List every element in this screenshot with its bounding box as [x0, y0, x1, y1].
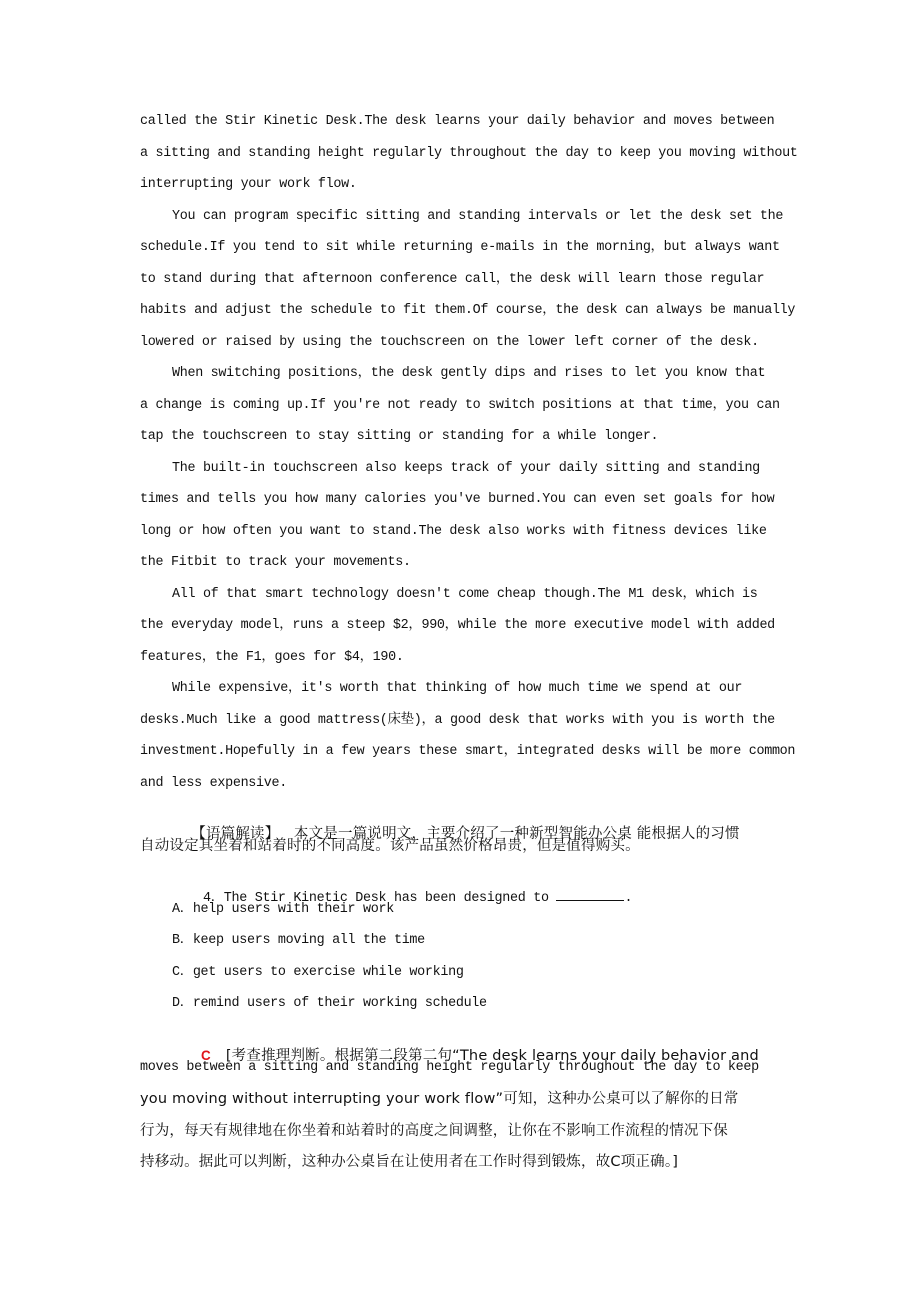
answer-line-3: you moving without interrupting your work flow”可知，这种办公桌可以了解你的日常: [140, 1091, 739, 1107]
passage-line: a change is coming up.If you're not ready to switch positions at that time，you can: [140, 397, 780, 413]
passage-line: the everyday model，runs a steep $2，990，while the more executive model with added: [140, 618, 775, 633]
passage-line: and less expensive.: [140, 775, 287, 791]
passage-line: long or how often you want to stand.The desk also works with fitness devices like: [140, 523, 767, 539]
passage-line: to stand during that afternoon conference call，the desk will learn those regular: [140, 271, 765, 287]
passage-line: You can program specific sitting and standing intervals or let the desk set the: [172, 208, 784, 224]
passage-line: times and tells you how many calories you've burned.You can even set goals for how: [140, 492, 775, 507]
option-b: B．keep users moving all the time: [172, 933, 425, 948]
passage-line: All of that smart technology doesn't come cheap though.The M1 desk，which is: [172, 586, 758, 602]
question-text: The Stir Kinetic Desk has been designed to: [223, 891, 549, 906]
answer-line-2: moves between a sitting and standing height regularly throughout the day to keep: [140, 1060, 759, 1075]
passage-line: called the Stir Kinetic Desk.The desk learns your daily behavior and moves between: [140, 114, 775, 129]
passage-line: desks.Much like a good mattress(床垫)，a good desk that works with you is worth the: [140, 712, 775, 728]
question-end: .: [624, 891, 633, 906]
analysis-label: 【语篇解读】: [191, 826, 280, 842]
answer-text: [考查推理判断。根据第二段第二句“The desk learns your daily behavior and: [225, 1048, 759, 1064]
passage-line: investment.Hopefully in a few years these smart，integrated desks will be more common: [140, 744, 796, 759]
passage-line: a sitting and standing height regularly throughout the day to keep you moving without: [140, 145, 798, 161]
passage-line: the Fitbit to track your movements.: [140, 555, 411, 570]
passage-line: The built-in touchscreen also keeps track of your daily sitting and standing: [172, 460, 760, 476]
passage-line: schedule.If you tend to sit while returning e-mails in the morning，but always want: [140, 240, 780, 255]
analysis-text: 本文是一篇说明文，主要介绍了一种新型智能办公桌 能根据人的习惯: [293, 826, 740, 842]
passage-line: interrupting your work flow.: [140, 177, 357, 192]
answer-blank: [556, 888, 624, 901]
analysis-line-2: 自动设定其坐着和站着时的不同高度。该产品虽然价格昂贵，但是值得购买。: [140, 838, 640, 854]
option-d: D．remind users of their working schedule: [172, 996, 487, 1011]
question-number: 4．: [202, 891, 224, 906]
passage-line: features，the F1，goes for $4，190.: [140, 649, 404, 665]
answer-line-1: [170, 1026, 759, 1088]
answer-line-5: 持移动。据此可以判断，这种办公桌旨在让使用者在工作时得到锻炼，故C项正确。]: [140, 1154, 679, 1170]
passage-line: When switching positions，the desk gently dips and rises to let you know that: [172, 366, 766, 381]
passage-line: lowered or raised by using the touchscreen on the lower left corner of the desk.: [140, 334, 759, 350]
option-a: A．help users with their work: [172, 902, 394, 917]
option-c: C．get users to exercise while working: [172, 965, 464, 980]
passage-line: tap the touchscreen to stay sitting or standing for a while longer.: [140, 429, 659, 444]
passage-line: habits and adjust the schedule to fit them.Of course，the desk can always be manually: [140, 303, 796, 318]
passage-line: While expensive，it's worth that thinking of how much time we spend at our: [172, 681, 743, 696]
answer-line-4: 行为，每天有规律地在你坐着和站着时的高度之间调整，让你在不影响工作流程的情况下保: [140, 1123, 728, 1139]
answer-letter: C: [200, 1048, 211, 1063]
